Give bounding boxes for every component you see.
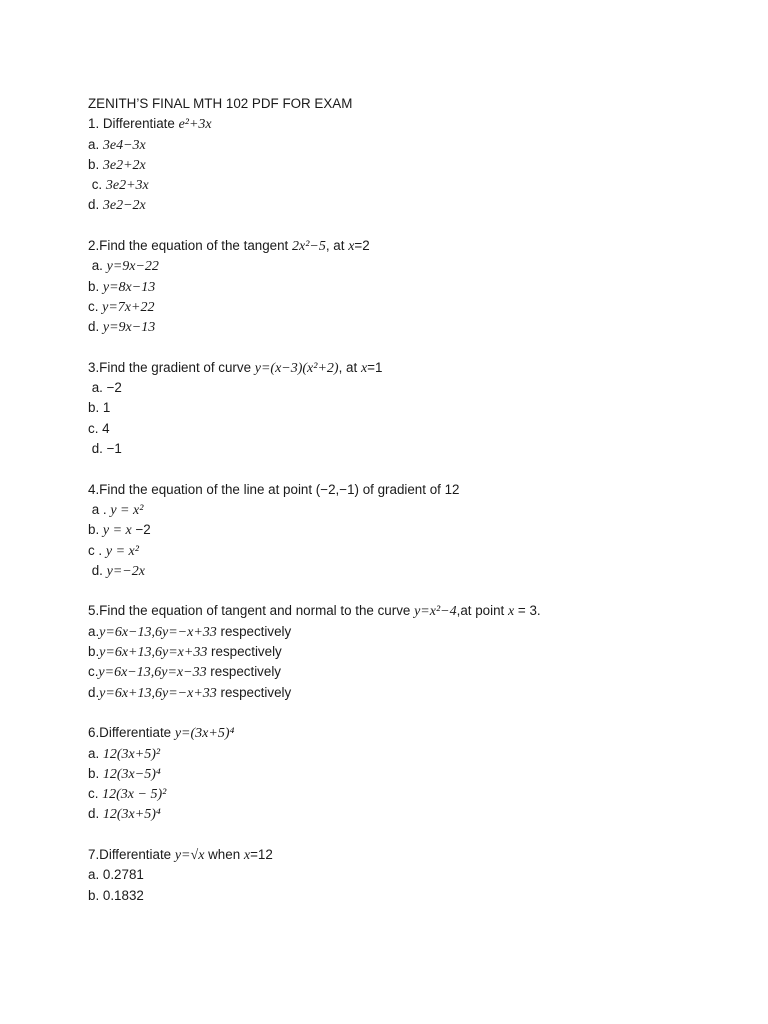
option-math: y=9x−13 <box>102 320 156 336</box>
question-1-stem <box>88 114 748 134</box>
math-variable: x <box>360 360 368 376</box>
option-math: y=6x−13,6y=−x+33 <box>99 624 217 640</box>
math-expression: 2x²−5 <box>292 239 326 255</box>
question-text: 7.Differentiate <box>88 846 175 862</box>
question-3-option-a <box>88 378 748 398</box>
question-text: 5.Find the equation of tangent and normal to the curve <box>88 603 415 619</box>
option-label: b. <box>88 400 103 416</box>
option-label: b. <box>88 522 103 538</box>
question-1-option-c <box>88 175 748 195</box>
option-math: y=8x−13 <box>102 279 156 295</box>
question-3-stem <box>88 358 748 378</box>
math-expression: y=(3x+5)⁴ <box>174 726 235 742</box>
question-6-option-d <box>88 804 748 824</box>
option-math: 3e4−3x <box>102 137 146 153</box>
question-3-option-c <box>88 419 748 439</box>
question-1-option-a <box>88 135 748 155</box>
option-label: c. <box>88 786 103 802</box>
question-text: , at <box>325 238 349 254</box>
option-value: 4 <box>102 420 110 436</box>
question-2-option-b <box>88 277 748 297</box>
option-value: −2 <box>131 522 151 538</box>
option-label: b. <box>88 765 103 781</box>
question-2-option-c <box>88 297 748 317</box>
option-math: y=6x+13,6y=−x+33 <box>99 685 217 701</box>
option-math: y = x <box>102 523 132 539</box>
option-math: 12(3x−5)⁴ <box>102 766 161 782</box>
question-5-option-c <box>88 662 748 682</box>
question-text: , at <box>338 359 361 375</box>
option-label: a. <box>88 623 100 639</box>
question-2-stem <box>88 236 748 256</box>
option-label: d. <box>88 319 103 335</box>
option-label: b. <box>88 644 100 660</box>
question-5-option-d <box>88 683 748 703</box>
spacer <box>88 703 748 723</box>
question-text: ,at point <box>456 603 508 619</box>
question-5-stem <box>88 601 748 621</box>
option-label: a . <box>88 501 111 517</box>
option-math: y=−2x <box>106 563 145 579</box>
option-label: a. <box>88 258 107 274</box>
math-expression: y=(x−3)(x²+2) <box>254 360 339 376</box>
option-label: c. <box>88 664 99 680</box>
question-text: =2 <box>354 238 370 254</box>
math-variable: x <box>348 239 355 255</box>
option-label: d. <box>88 441 107 457</box>
spacer <box>88 216 748 236</box>
question-text: 2.Find the equation of the tangent <box>88 238 292 254</box>
question-1-option-d <box>88 195 748 215</box>
option-math: 3e2+2x <box>102 157 146 173</box>
question-text: when <box>204 846 244 862</box>
option-math: 3e2+3x <box>105 178 149 194</box>
spacer <box>88 459 748 479</box>
question-text: =1 <box>367 359 383 375</box>
question-4-option-a <box>88 500 748 520</box>
option-value: 1 <box>102 400 111 416</box>
math-expression: y=x²−4 <box>414 604 457 620</box>
option-math: y = x² <box>105 543 139 559</box>
option-math: y=7x+22 <box>102 299 155 315</box>
option-math: 12(3x+5)⁴ <box>102 807 161 823</box>
option-math: 12(3x+5)² <box>102 746 161 762</box>
option-math: 12(3x − 5)² <box>102 787 167 803</box>
option-label: d. <box>88 684 100 700</box>
option-label: b. <box>88 887 103 903</box>
question-6-stem <box>88 723 748 743</box>
question-5-option-a <box>88 622 748 642</box>
option-math: y = x² <box>110 502 144 518</box>
question-text: = 3. <box>514 603 541 619</box>
math-expression: y=√x <box>174 847 205 863</box>
option-math: y=9x−22 <box>106 259 159 275</box>
option-label: c. <box>88 177 106 193</box>
option-label: a. <box>88 380 107 396</box>
option-value: 0.2781 <box>102 867 144 883</box>
question-4-stem <box>88 480 748 500</box>
option-value: respectively <box>207 644 282 660</box>
option-label: c . <box>88 542 106 558</box>
question-3-option-b <box>88 398 748 418</box>
option-label: b. <box>88 278 103 294</box>
question-text: 6.Differentiate <box>88 725 175 741</box>
option-label: a. <box>88 136 103 152</box>
spacer <box>88 581 748 601</box>
question-6-option-c <box>88 784 748 804</box>
question-6-option-b <box>88 764 748 784</box>
math-expression: e²+3x <box>178 117 212 133</box>
question-text: 4.Find the equation of the line at point (−2,−1) of gradient of 12 <box>88 481 460 497</box>
question-text: =12 <box>250 846 273 862</box>
option-value: respectively <box>216 623 292 639</box>
option-math: y=6x+13,6y=x+33 <box>99 645 208 661</box>
document-title: ZENITH’S FINAL MTH 102 PDF FOR EXAM <box>88 96 353 111</box>
question-4-option-b <box>88 520 748 540</box>
option-label: c. <box>88 298 103 314</box>
option-value: respectively <box>206 664 281 680</box>
question-6-option-a <box>88 744 748 764</box>
option-value: respectively <box>216 684 292 700</box>
option-label: d. <box>88 197 103 213</box>
question-3-option-d <box>88 439 748 459</box>
option-math: y=6x−13,6y=x−33 <box>98 665 207 681</box>
math-variable: x <box>507 604 515 620</box>
math-variable: x <box>243 847 251 863</box>
question-text: 1. Differentiate <box>88 116 179 132</box>
spacer <box>88 825 748 845</box>
option-math: 3e2−2x <box>102 198 146 214</box>
question-7-option-b <box>88 886 748 906</box>
option-label: a. <box>88 867 103 883</box>
question-7-option-a <box>88 865 748 885</box>
question-2-option-a <box>88 256 748 276</box>
question-2-option-d <box>88 317 748 337</box>
option-label: d. <box>88 562 107 578</box>
spacer <box>88 338 748 358</box>
question-4-option-d <box>88 561 748 581</box>
option-value: −2 <box>106 380 122 396</box>
question-text: 3.Find the gradient of curve <box>88 359 255 375</box>
option-label: a. <box>88 745 103 761</box>
question-4-option-c <box>88 541 748 561</box>
question-5-option-b <box>88 642 748 662</box>
document-page <box>88 94 748 906</box>
option-value: 0.1832 <box>102 887 144 903</box>
option-label: d. <box>88 806 103 822</box>
option-label: b. <box>88 156 103 172</box>
question-1-option-b <box>88 155 748 175</box>
option-label: c. <box>88 420 103 436</box>
option-value: −1 <box>106 441 122 457</box>
question-7-stem <box>88 845 748 865</box>
